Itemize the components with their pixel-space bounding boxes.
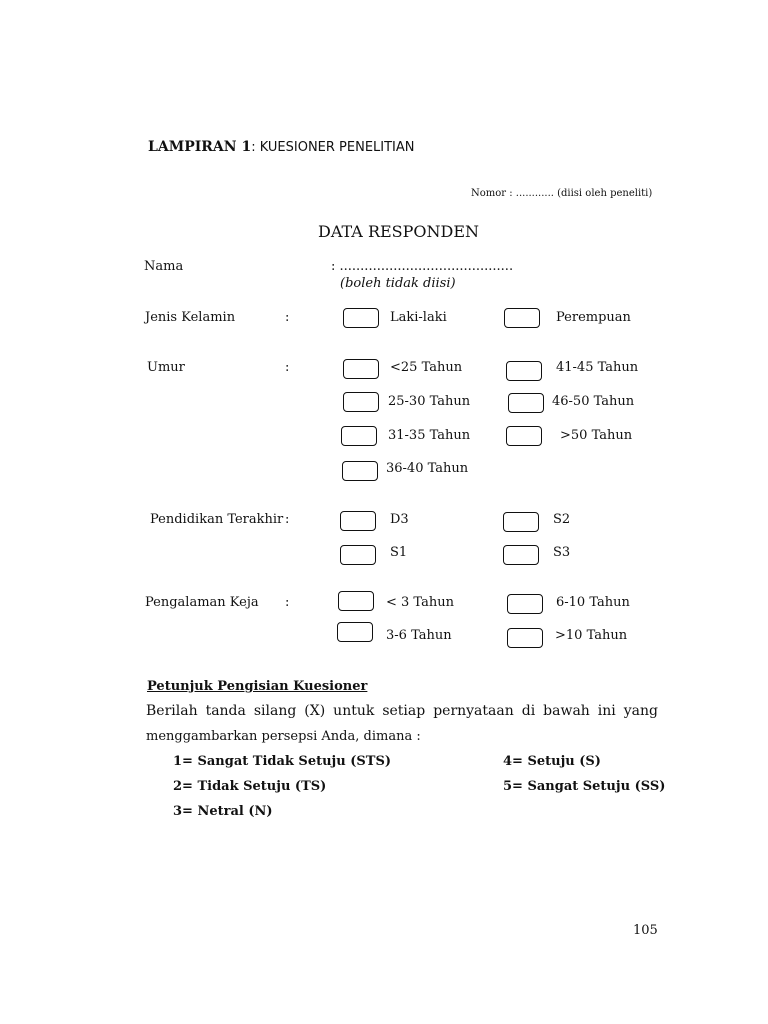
option-lt3-tahun: < 3 Tahun [386, 595, 454, 610]
page-title: DATA RESPONDEN [318, 222, 480, 241]
option-laki-laki: Laki-laki [390, 310, 447, 325]
pengalaman-colon: : [285, 595, 290, 610]
checkbox-umur-31-35[interactable] [341, 426, 377, 446]
umur-colon: : [285, 360, 290, 375]
option-d3: D3 [390, 512, 409, 527]
checkbox-s1[interactable] [340, 545, 376, 565]
checkbox-s2[interactable] [503, 512, 539, 532]
checkbox-3-6-tahun[interactable] [337, 622, 373, 642]
option-3-6-tahun: 3-6 Tahun [386, 628, 452, 643]
scale-2: 2= Tidak Setuju (TS) [173, 779, 327, 794]
option-s2: S2 [553, 512, 571, 527]
checkbox-gt10-tahun[interactable] [507, 628, 543, 648]
checkbox-umur-41-45[interactable] [506, 361, 542, 381]
checkbox-6-10-tahun[interactable] [507, 594, 543, 614]
option-umur-25-30: 25-30 Tahun [388, 394, 471, 409]
jenis-kelamin-label: Jenis Kelamin [145, 310, 236, 325]
scale-5: 5= Sangat Setuju (SS) [503, 779, 666, 794]
lampiran-label: LAMPIRAN 1 [148, 139, 252, 155]
petunjuk-line-2: menggambarkan persepsi Anda, dimana : [146, 729, 421, 744]
option-umur-36-40: 36-40 Tahun [386, 461, 469, 476]
nama-note: (boleh tidak diisi) [340, 276, 456, 291]
option-6-10-tahun: 6-10 Tahun [556, 595, 630, 610]
option-umur-gt50: >50 Tahun [560, 428, 633, 443]
page-number: 105 [633, 923, 658, 938]
option-umur-31-35: 31-35 Tahun [388, 428, 471, 443]
pendidikan-label: Pendidikan Terakhir [150, 512, 284, 527]
checkbox-s3[interactable] [503, 545, 539, 565]
pendidikan-colon: : [285, 512, 290, 527]
umur-label: Umur [147, 360, 185, 375]
checkbox-perempuan[interactable] [504, 308, 540, 328]
jenis-kelamin-colon: : [285, 310, 290, 325]
option-umur-41-45: 41-45 Tahun [556, 360, 639, 375]
pengalaman-label: Pengalaman Keja [145, 595, 259, 610]
scale-3: 3= Netral (N) [173, 804, 273, 819]
option-s1: S1 [390, 545, 408, 560]
checkbox-umur-lt25[interactable] [343, 359, 379, 379]
petunjuk-heading: Petunjuk Pengisian Kuesioner [147, 679, 368, 694]
option-gt10-tahun: >10 Tahun [555, 628, 628, 643]
checkbox-umur-25-30[interactable] [343, 392, 379, 412]
checkbox-d3[interactable] [340, 511, 376, 531]
scale-4: 4= Setuju (S) [503, 754, 601, 769]
checkbox-umur-gt50[interactable] [506, 426, 542, 446]
scale-1: 1= Sangat Tidak Setuju (STS) [173, 754, 391, 769]
nomor-field: Nomor : ............ (diisi oleh peneliti) [471, 188, 653, 199]
checkbox-laki-laki[interactable] [343, 308, 379, 328]
lampiran-subtitle: : KUESIONER PENELITIAN [251, 140, 415, 155]
checkbox-lt3-tahun[interactable] [338, 591, 374, 611]
nama-label: Nama [144, 259, 184, 274]
petunjuk-line-1: Berilah tanda silang (X) untuk setiap pernyataan di bawah ini yang [146, 703, 658, 719]
lampiran-heading [148, 139, 415, 155]
option-perempuan: Perempuan [556, 310, 631, 325]
checkbox-umur-46-50[interactable] [508, 393, 544, 413]
nama-value[interactable]: : .......................................... [331, 259, 514, 274]
checkbox-umur-36-40[interactable] [342, 461, 378, 481]
option-umur-46-50: 46-50 Tahun [552, 394, 635, 409]
option-umur-lt25: <25 Tahun [390, 360, 463, 375]
option-s3: S3 [553, 545, 571, 560]
